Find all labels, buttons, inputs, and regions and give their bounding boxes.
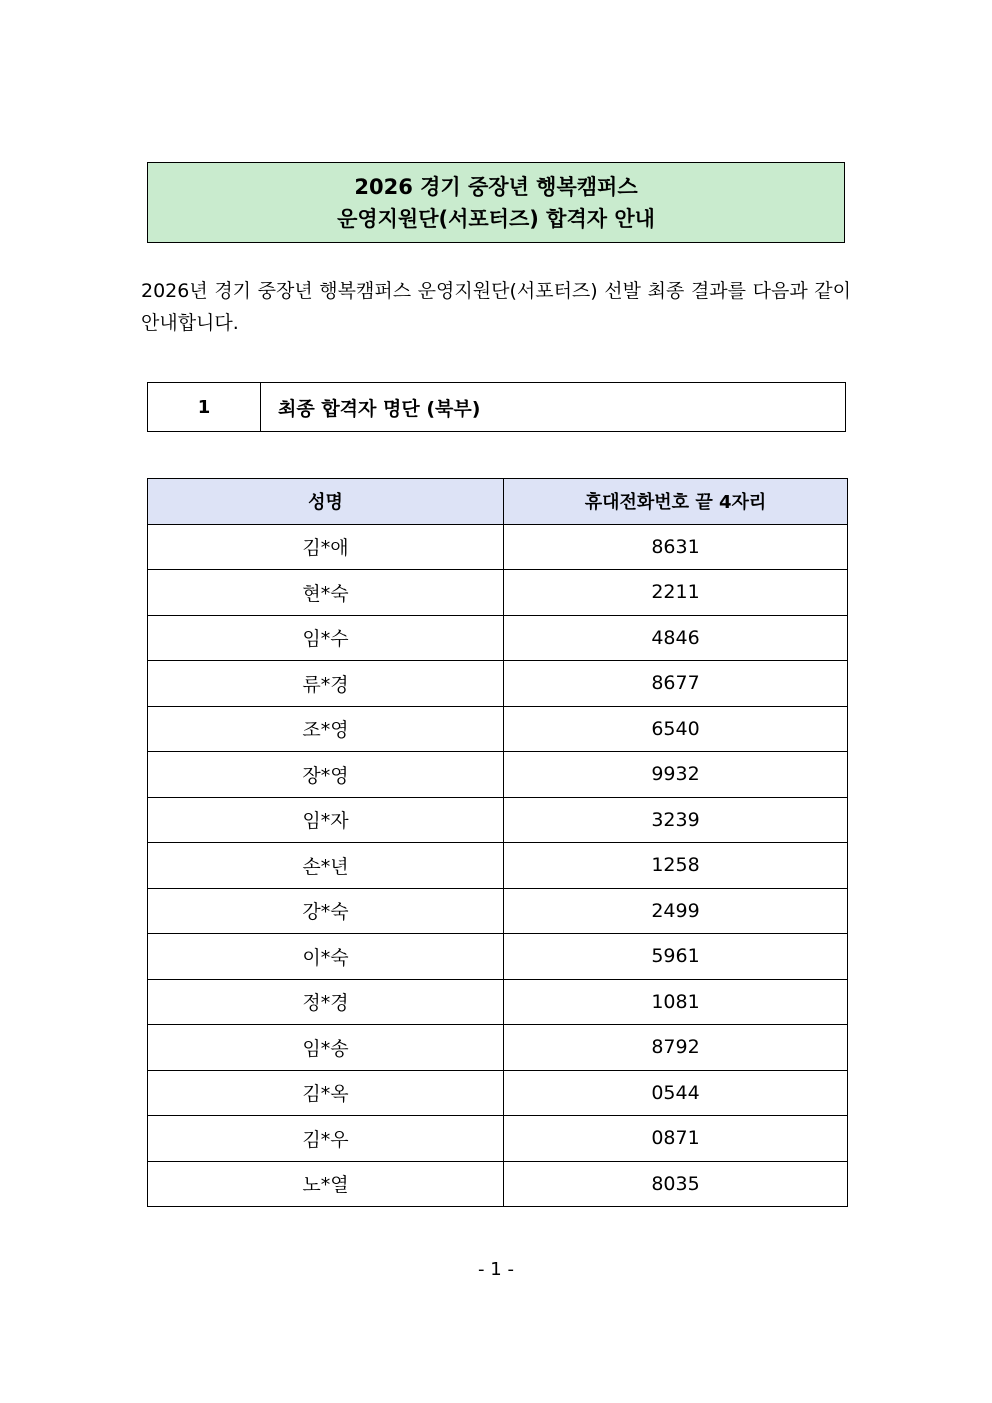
cell-phone-last-4: 6540 <box>504 706 848 752</box>
header-phone-last-4: 휴대전화번호 끝 4자리 <box>504 479 848 525</box>
results-table <box>147 478 848 1207</box>
table-row <box>148 888 848 934</box>
table-header-row <box>148 479 848 525</box>
cell-name: 임*송 <box>148 1025 504 1071</box>
cell-phone-last-4: 1081 <box>504 979 848 1025</box>
document-title-box <box>147 162 845 243</box>
cell-name: 노*열 <box>148 1161 504 1207</box>
table-row <box>148 706 848 752</box>
cell-name: 김*옥 <box>148 1070 504 1116</box>
cell-phone-last-4: 8631 <box>504 524 848 570</box>
table-row <box>148 524 848 570</box>
table-row <box>148 843 848 889</box>
section-number: 1 <box>148 383 261 431</box>
cell-name: 강*숙 <box>148 888 504 934</box>
cell-phone-last-4: 2499 <box>504 888 848 934</box>
cell-phone-last-4: 8677 <box>504 661 848 707</box>
cell-name: 정*경 <box>148 979 504 1025</box>
cell-name: 장*영 <box>148 752 504 798</box>
cell-name: 임*자 <box>148 797 504 843</box>
cell-phone-last-4: 5961 <box>504 934 848 980</box>
table-row <box>148 1161 848 1207</box>
cell-name: 손*년 <box>148 843 504 889</box>
page-number: - 1 - <box>478 1259 514 1280</box>
cell-phone-last-4: 2211 <box>504 570 848 616</box>
table-row <box>148 1025 848 1071</box>
cell-name: 류*경 <box>148 661 504 707</box>
table-row <box>148 979 848 1025</box>
table-row <box>148 570 848 616</box>
table-row <box>148 1070 848 1116</box>
cell-phone-last-4: 8035 <box>504 1161 848 1207</box>
section-header <box>147 382 846 432</box>
document-title-line-2: 운영지원단(서포터즈) 합격자 안내 <box>337 207 655 231</box>
cell-phone-last-4: 1258 <box>504 843 848 889</box>
results-table-body <box>148 524 848 1207</box>
cell-name: 김*애 <box>148 524 504 570</box>
cell-phone-last-4: 9932 <box>504 752 848 798</box>
table-row <box>148 752 848 798</box>
cell-name: 임*수 <box>148 615 504 661</box>
table-row <box>148 934 848 980</box>
table-row <box>148 661 848 707</box>
cell-name: 조*영 <box>148 706 504 752</box>
intro-paragraph: 2026년 경기 중장년 행복캠퍼스 운영지원단(서포터즈) 선발 최종 결과를 다음과 같이 안내합니다. <box>141 280 851 334</box>
table-row <box>148 1116 848 1162</box>
header-name: 성명 <box>148 479 504 525</box>
document-title-line-1: 2026 경기 중장년 행복캠퍼스 <box>354 175 638 199</box>
cell-phone-last-4: 0871 <box>504 1116 848 1162</box>
cell-phone-last-4: 4846 <box>504 615 848 661</box>
cell-name: 김*우 <box>148 1116 504 1162</box>
table-row <box>148 615 848 661</box>
cell-name: 이*숙 <box>148 934 504 980</box>
table-row <box>148 797 848 843</box>
cell-phone-last-4: 3239 <box>504 797 848 843</box>
cell-name: 현*숙 <box>148 570 504 616</box>
section-title: 최종 합격자 명단 (북부) <box>278 397 481 420</box>
cell-phone-last-4: 8792 <box>504 1025 848 1071</box>
cell-phone-last-4: 0544 <box>504 1070 848 1116</box>
